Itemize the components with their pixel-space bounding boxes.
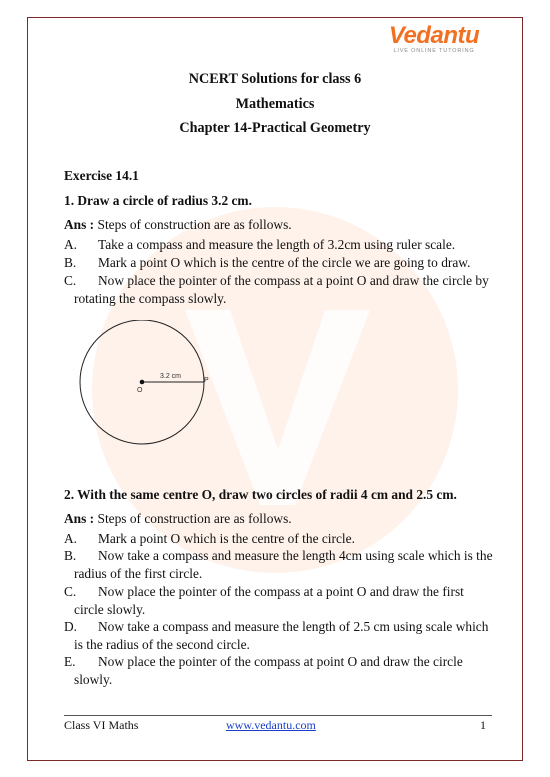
footer-class-label: Class VI Maths (64, 718, 139, 732)
q2-step-c (64, 583, 494, 618)
point-label: P (204, 377, 209, 384)
step-text: Now take a compass and measure the length 4cm using scale which is the (98, 548, 493, 563)
answer-intro-text: Steps of construction are as follows. (97, 511, 292, 526)
logo-wordmark: Vedantu (388, 22, 480, 49)
q1-step-c (64, 272, 494, 307)
answer-2-intro (64, 511, 292, 526)
step-text: Now place the pointer of the compass at a point O and draw the circle by (98, 273, 489, 288)
header-line-1: NCERT Solutions for class 6 (188, 71, 362, 87)
vedantu-logo[interactable] (380, 24, 488, 58)
footer-website-link[interactable]: www.vedantu.com (226, 718, 316, 732)
step-continuation: rotating the compass slowly. (74, 290, 227, 306)
answer-label: Ans : (64, 511, 95, 526)
step-text: Mark a point O which is the centre of the circle we are going to draw. (98, 255, 471, 270)
step-continuation: circle slowly. (74, 601, 146, 617)
step-letter: A. (64, 237, 78, 252)
q1-step-b (64, 254, 494, 272)
question-1: 1. Draw a circle of radius 3.2 cm. (64, 193, 252, 208)
step-letter: D. (64, 619, 78, 634)
q1-step-a (64, 236, 494, 254)
step-text: Mark a point O which is the centre of the circle. (98, 531, 355, 546)
step-text: Now place the pointer of the compass at a point O and draw the first (98, 584, 464, 599)
header-line-3: Chapter 14-Practical Geometry (179, 120, 371, 136)
logo-tagline: LIVE ONLINE TUTORING (393, 48, 475, 54)
step-letter: C. (64, 584, 77, 599)
step-letter: B. (64, 255, 77, 270)
radius-label: 3.2 cm (160, 373, 182, 380)
step-letter: B. (64, 548, 77, 563)
exercise-heading: Exercise 14.1 (64, 168, 139, 183)
answer-1-intro (64, 217, 292, 232)
header-line-2: Mathematics (235, 96, 315, 112)
step-letter: E. (64, 654, 76, 669)
step-continuation: is the radius of the second circle. (74, 636, 250, 652)
q2-step-d (64, 618, 494, 653)
question-2: 2. With the same centre O, draw two circles of radii 4 cm and 2.5 cm. (64, 487, 457, 502)
step-text: Now take a compass and measure the length of 2.5 cm using scale which (98, 619, 489, 634)
q2-step-b (64, 547, 494, 582)
q2-step-e (64, 653, 494, 688)
step-continuation: radius of the first circle. (74, 565, 203, 581)
step-continuation: slowly. (74, 671, 113, 687)
q2-step-a (64, 530, 494, 548)
step-text: Take a compass and measure the length of 3.2cm using ruler scale. (98, 237, 456, 252)
step-letter: C. (64, 273, 77, 288)
circle-diagram (74, 320, 234, 480)
answer-label: Ans : (64, 217, 95, 232)
step-text: Now place the pointer of the compass at point O and draw the circle (98, 654, 463, 669)
footer-page-number: 1 (480, 718, 486, 732)
answer-intro-text: Steps of construction are as follows. (97, 217, 292, 232)
center-point (140, 380, 145, 385)
footer-divider (64, 715, 492, 716)
step-letter: A. (64, 531, 78, 546)
center-label: O (137, 387, 143, 394)
